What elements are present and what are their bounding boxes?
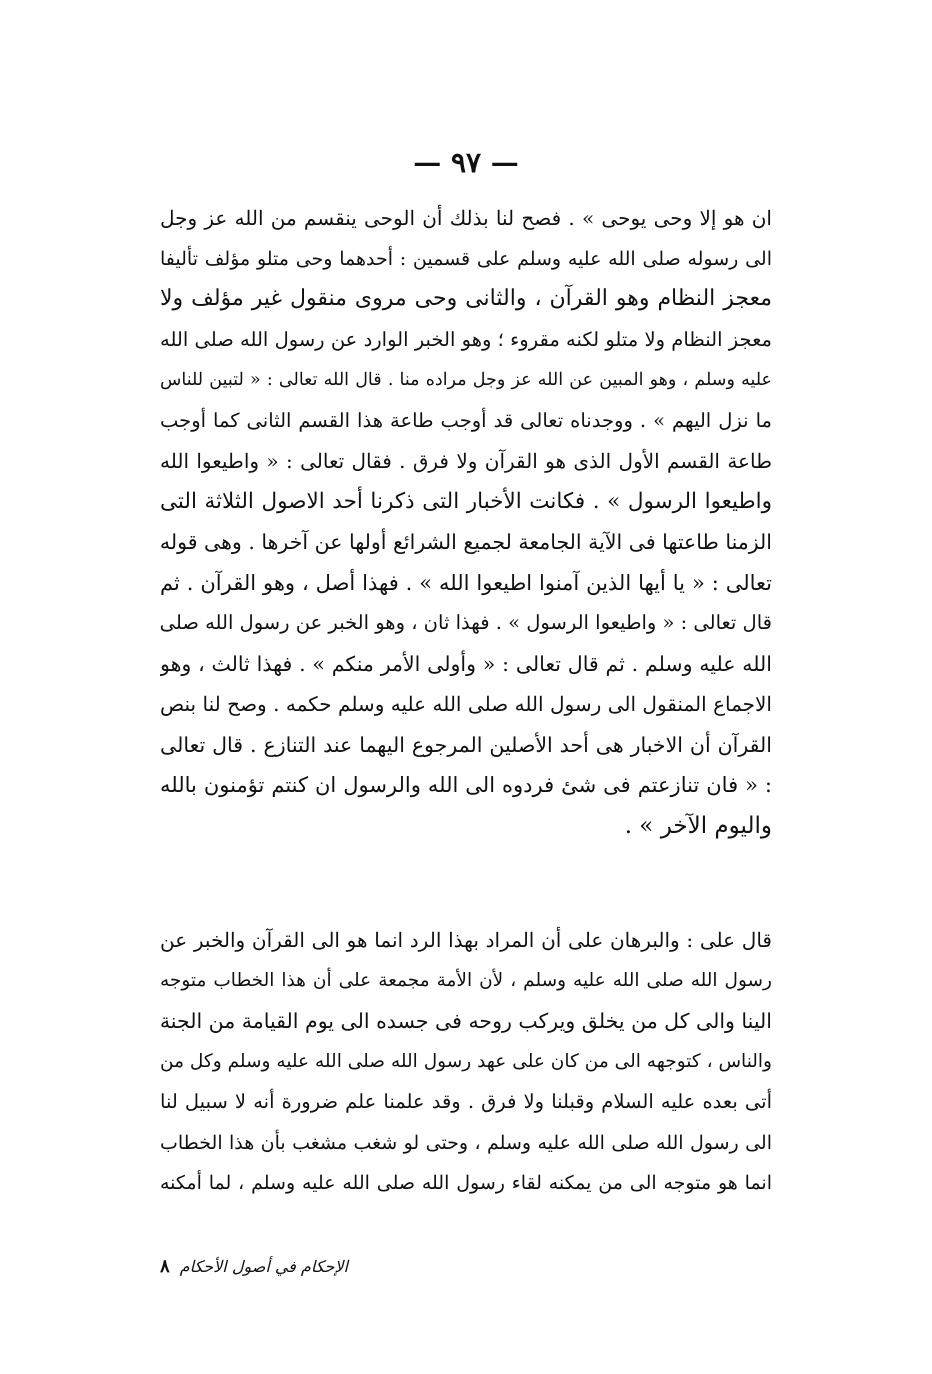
- text-line: الينا والى كل من يخلق ويركب روحه فى جسده الى يوم القيامة من الجنة: [160, 1009, 772, 1033]
- text-line: أتى بعده عليه السلام وقبلنا ولا فرق . وقد علمنا علم ضرورة أنه لا سبيل لنا: [160, 1090, 772, 1113]
- text-line: الله عليه وسلم . ثم قال تعالى : « وأولى الأمر منكم » . فهذا ثالث ، وهو: [160, 651, 772, 676]
- page-footer: [160, 1256, 348, 1277]
- footer-signature-number: ٨: [160, 1256, 170, 1277]
- text-line: القرآن أن الاخبار هى أحد الأصلين المرجوع اليهما عند التنازع . قال تعالى: [160, 732, 772, 757]
- text-line: : « فان تنازعتم فى شئ فردوه الى الله والرسول ان كنتم تؤمنون بالله: [160, 773, 772, 797]
- text-line: والناس ، كتوجهه الى من كان على عهد رسول الله صلى الله عليه وسلم وكل من: [160, 1050, 772, 1072]
- page-number: — ٩٧ —: [413, 146, 519, 179]
- footer-book-title: الإحكام في أصول الأحكام: [179, 1257, 348, 1276]
- paragraph-2: [160, 920, 772, 1204]
- text-line: تعالى : « يا أيها الذين آمنوا اطيعوا الله » . فهذا أصل ، وهو القرآن . ثم: [160, 570, 772, 595]
- text-line: رسول الله صلى الله عليه وسلم ، لأن الأمة مجمعة على أن هذا الخطاب متوجه: [160, 969, 772, 991]
- text-line: الى رسوله صلى الله عليه وسلم على قسمين : أحدهما وحى متلو مؤلف تأليفا: [160, 247, 772, 270]
- text-line: قال تعالى : « واطيعوا الرسول » . فهذا ثان ، وهو الخبر عن رسول الله صلى: [160, 611, 772, 634]
- text-line: ان هو إلا وحى يوحى » . فصح لنا بذلك أن الوحى ينقسم من الله عز وجل: [160, 206, 772, 230]
- paragraph-1: [160, 198, 772, 846]
- text-line: عليه وسلم ، وهو المبين عن الله عز وجل مراده منا . قال الله تعالى : « لتبين للناس: [160, 370, 772, 390]
- text-line: طاعة القسم الأول الذى هو القرآن ولا فرق . فقال تعالى : « واطيعوا الله: [160, 449, 772, 473]
- text-line: واطيعوا الرسول » . فكانت الأخبار التى ذكرنا أحد الاصول الثلاثة التى: [160, 488, 772, 514]
- text-line: انما هو متوجه الى من يمكنه لقاء رسول الله صلى الله عليه وسلم ، لما أمكنه: [160, 1172, 772, 1194]
- text-line: واليوم الآخر » .: [624, 812, 772, 839]
- text-line: معجز النظام وهو القرآن ، والثانى وحى مروى منقول غير مؤلف ولا: [160, 286, 772, 311]
- text-line: الزمنا طاعتها فى الآية الجامعة لجميع الشرائع أولها عن آخرها . وهى قوله: [160, 530, 772, 554]
- text-line: الاجماع المنقول الى رسول الله صلى الله عليه وسلم حكمه . وصح لنا بنص: [160, 692, 772, 716]
- text-line: ما نزل اليهم » . ووجدناه تعالى قد أوجب طاعة هذا القسم الثانى كما أوجب: [160, 408, 772, 432]
- text-line: معجز النظام ولا متلو لكنه مقروء ؛ وهو الخبر الوارد عن رسول الله صلى الله: [160, 327, 772, 351]
- text-line: قال على : والبرهان على أن المراد بهذا الرد انما هو الى القرآن والخبر عن: [160, 928, 772, 952]
- text-line: الى رسول الله صلى الله عليه وسلم ، وحتى لو شغب مشغب بأن هذا الخطاب: [160, 1131, 772, 1154]
